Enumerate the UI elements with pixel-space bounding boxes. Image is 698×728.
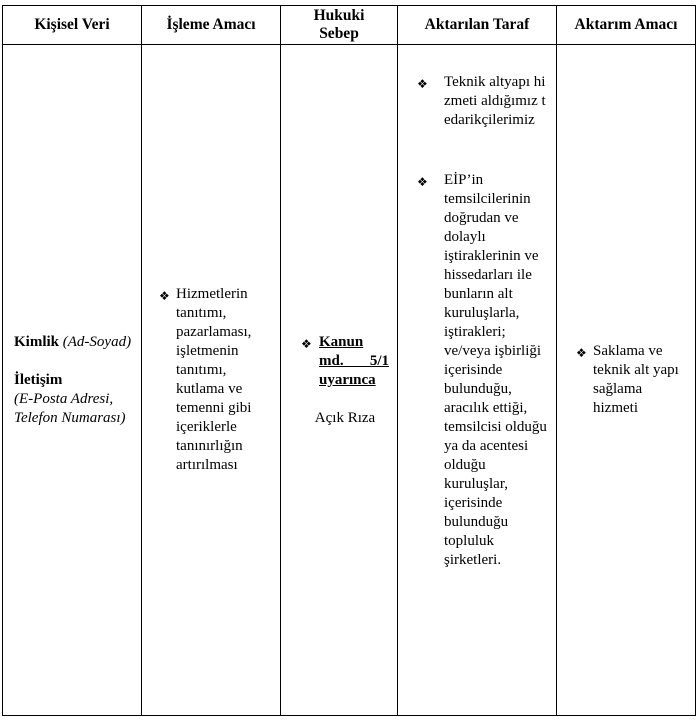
header-row [3,6,696,45]
header-legal-basis: Hukuki Sebep [281,6,398,45]
identity-label: Kimlik [14,333,60,350]
consent-text: Açık Rıza [314,409,376,426]
diamond-bullet-icon: ❖ [576,346,587,360]
header-personal-data: Kişisel Veri [3,6,142,45]
header-processing-purpose: İşleme Amacı [142,6,281,45]
identity-line [14,333,137,352]
diamond-bullet-icon: ❖ [417,77,428,91]
cell-transferred-party [398,45,557,716]
diamond-bullet-icon: ❖ [417,175,428,189]
header-transfer-purpose: Aktarım Amacı [557,6,696,45]
cell-processing-purpose [142,45,281,716]
header-transferred-party: Aktarılan Taraf [398,6,557,45]
list-item [417,73,550,130]
table-row [3,45,696,716]
processing-purpose-text: Hizmetlerin tanıtımı, pazarlaması, işletmenin tanıtımı, kutlama ve temenni gibi içeriklerle tanınırlığın artırılması [176,286,252,473]
list-item [417,171,550,570]
contact-detail: (E-Posta Adresi, Telefon Numarası) [14,390,126,426]
diamond-bullet-icon: ❖ [301,336,312,351]
diamond-bullet-icon: ❖ [159,289,170,303]
transferred-party-text: EİP’in temsilcilerinin doğrudan ve dolaylı iştiraklerinin ve hissedarları ile bunların alt kuruluşlarla, iştirakleri; ve/veya işbirliği içerisinde bulunduğu, aracılık ettiği, temsilcisi olduğu ya da acentesi olduğu kuruluşlar, içerisinde bulunduğu topluluk şirketleri. [444,172,547,568]
transferred-party-text: Teknik altyapı hizmeti aldığımız tedarikçilerimiz [444,74,546,128]
identity-detail: (Ad-Soyad) [62,333,132,350]
cell-legal-basis [281,45,398,716]
cell-personal-data [3,45,142,716]
contact-label: İletişim [14,371,63,388]
data-processing-table [2,5,696,716]
cell-transfer-purpose [557,45,696,716]
transfer-purpose-text: Saklama ve teknik alt yapı sağlama hizmeti [593,343,679,416]
contact-line [14,371,137,428]
law-reference: Kanun md. 5/1 uyarınca [319,333,389,388]
